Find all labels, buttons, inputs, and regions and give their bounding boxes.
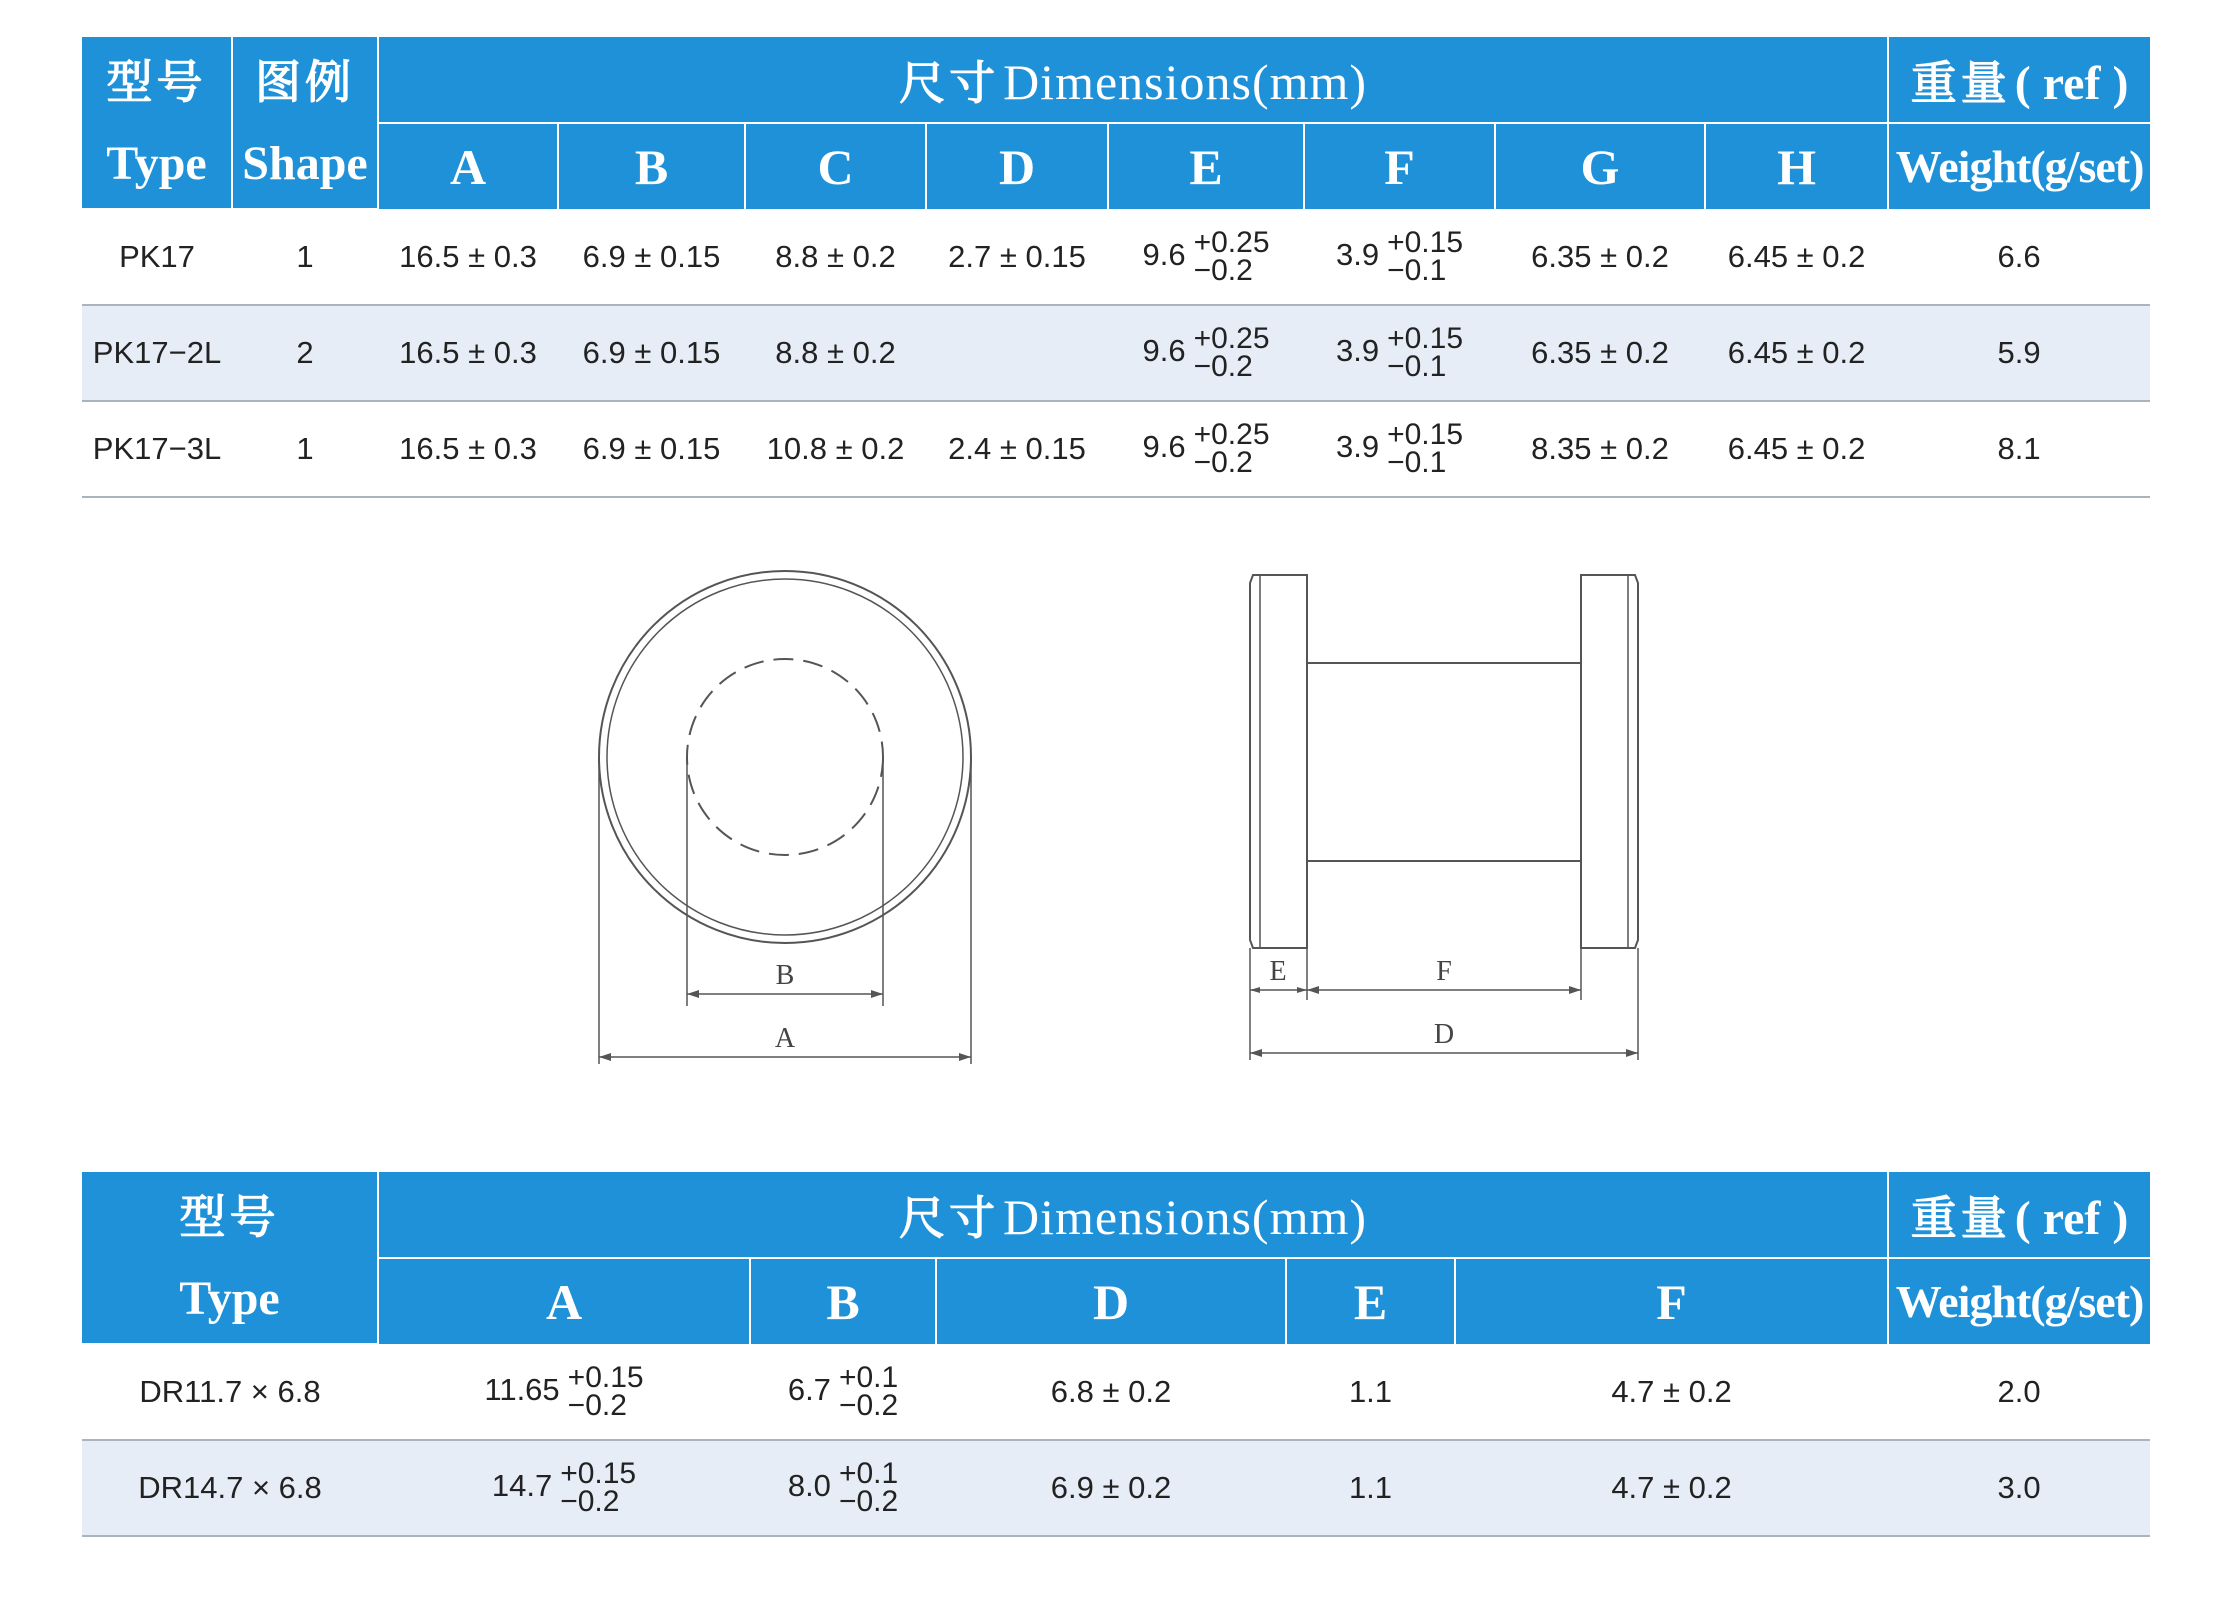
a-cell: 16.5 ± 0.3 [378,209,558,305]
weight-cell: 2.0 [1888,1344,2150,1440]
b-cell [750,1344,936,1440]
e-upper: +0.25 [1193,418,1270,451]
f-tolerance [1387,225,1464,287]
b-lower: −0.2 [838,1388,899,1422]
type-header [82,37,232,209]
b-nominal: 6.7 [787,1371,831,1407]
weight-header-ref: ( ref ) [2014,1191,2129,1245]
dimensions-header [378,1172,1888,1258]
a-lower: −0.2 [560,1485,620,1518]
f-cell [1304,401,1495,497]
a-cell: 16.5 ± 0.3 [378,401,558,497]
weight-header [1888,37,2150,123]
type-cell: DR11.7 × 6.8 [82,1344,378,1440]
col-e-header: E [1286,1258,1455,1344]
c-cell: 8.8 ± 0.2 [745,305,926,401]
shape-cell: 1 [232,209,378,305]
shape-header-cn: 图例 [255,54,355,109]
d-cell: 6.8 ± 0.2 [936,1344,1286,1440]
b-tolerance [838,1360,899,1422]
weight-header [1888,1172,2150,1258]
f-upper: +0.15 [1387,225,1464,259]
hole-dashed-circle [687,659,883,855]
arrowhead [599,1053,611,1061]
d-cell: 6.9 ± 0.2 [936,1440,1286,1536]
weight-header-cn: 重量 [1910,1190,2011,1245]
type-header-en: Type [179,1271,280,1325]
f-tolerance [1387,418,1464,479]
e-cell: 1.1 [1286,1344,1455,1440]
col-g-header: G [1495,123,1705,209]
left-flange [1250,575,1307,948]
arrowhead [1569,986,1581,994]
d-cell [926,305,1108,401]
type-cell: PK17−3L [82,401,232,497]
dim-label-b: B [775,960,795,991]
weight-cell: 3.0 [1888,1440,2150,1536]
dimensions-header [378,37,1888,123]
a-lower: −0.2 [567,1388,627,1422]
g-cell: 6.35 ± 0.2 [1495,209,1705,305]
shape-header-en: Shape [242,136,368,190]
d-cell: 2.7 ± 0.15 [926,209,1108,305]
h-cell: 6.45 ± 0.2 [1705,401,1888,497]
b-cell: 6.9 ± 0.15 [558,401,745,497]
arrowhead [871,990,883,998]
e-upper: +0.25 [1193,322,1270,355]
e-tolerance [1193,225,1270,287]
dim-label-f: F [1436,956,1452,987]
h-cell: 6.45 ± 0.2 [1705,305,1888,401]
e-cell [1108,209,1304,305]
dim-label-a: A [774,1023,796,1054]
e-lower: −0.2 [1193,253,1253,287]
arrowhead [1626,1049,1638,1057]
a-nominal: 11.65 [484,1371,560,1407]
f-nominal: 3.9 [1335,333,1380,369]
outer-circle [599,571,971,943]
c-cell: 10.8 ± 0.2 [745,401,926,497]
a-upper: +0.15 [567,1360,644,1394]
f-lower: −0.1 [1387,253,1447,287]
col-c-header: C [745,123,926,209]
shape-header [232,37,378,209]
e-upper: +0.25 [1193,225,1270,259]
col-f-header: F [1304,123,1495,209]
type-header-cn: 型号 [106,54,207,109]
arrowhead [687,990,699,998]
dim-label-e: E [1269,956,1287,987]
e-tolerance [1193,322,1270,383]
col-b-header: B [558,123,745,209]
technical-drawing [560,560,1700,1080]
arrowhead [1297,987,1307,993]
col-a-header: A [378,123,558,209]
f-cell: 4.7 ± 0.2 [1455,1440,1888,1536]
table-row [82,401,2150,497]
weight-cell: 5.9 [1888,305,2150,401]
e-nominal: 9.6 [1142,429,1186,465]
table-row [82,305,2150,401]
e-tolerance [1193,418,1270,479]
table-row [82,1344,2150,1440]
f-tolerance [1387,322,1464,383]
dimensions-header-cn: 尺寸 [899,1190,1000,1245]
col-d-header: D [926,123,1108,209]
col-e-header: E [1108,123,1304,209]
a-tolerance [560,1457,637,1518]
shape-cell: 2 [232,305,378,401]
f-lower: −0.1 [1387,350,1447,383]
f-cell [1304,305,1495,401]
a-upper: +0.15 [560,1457,637,1490]
e-lower: −0.2 [1193,446,1253,479]
pk-spec-table [82,37,2150,498]
col-h-header: H [1705,123,1888,209]
shape-cell: 1 [232,401,378,497]
table-row [82,209,2150,305]
col-f-header: F [1455,1258,1888,1344]
g-cell: 8.35 ± 0.2 [1495,401,1705,497]
b-cell [750,1440,936,1536]
dr-spec-table [82,1172,2150,1537]
e-cell [1108,305,1304,401]
dimensions-header-cn: 尺寸 [899,55,1000,110]
col-b-header: B [750,1258,936,1344]
dimensions-header-en: Dimensions(mm) [1003,53,1368,110]
weight-unit-header: Weight(g/set) [1888,123,2150,209]
b-cell: 6.9 ± 0.15 [558,209,745,305]
side-view [1250,575,1638,1060]
f-upper: +0.15 [1387,418,1464,451]
type-cell: DR14.7 × 6.8 [82,1440,378,1536]
e-cell: 1.1 [1286,1440,1455,1536]
b-nominal: 8.0 [787,1468,831,1504]
a-nominal: 14.7 [491,1468,553,1504]
a-tolerance [567,1360,644,1422]
b-upper: +0.1 [838,1360,899,1394]
e-cell [1108,401,1304,497]
b-tolerance [838,1457,899,1518]
dimensions-header-en: Dimensions(mm) [1003,1188,1368,1245]
b-upper: +0.1 [838,1457,899,1490]
a-cell [378,1440,750,1536]
f-nominal: 3.9 [1335,429,1380,465]
weight-header-cn: 重量 [1910,55,2011,110]
b-lower: −0.2 [838,1485,899,1518]
a-cell [378,1344,750,1440]
dim-label-d: D [1433,1019,1455,1050]
col-d-header: D [936,1258,1286,1344]
a-cell: 16.5 ± 0.3 [378,305,558,401]
type-cell: PK17−2L [82,305,232,401]
h-cell: 6.45 ± 0.2 [1705,209,1888,305]
f-cell [1304,209,1495,305]
f-lower: −0.1 [1387,446,1447,479]
d-cell: 2.4 ± 0.15 [926,401,1108,497]
c-cell: 8.8 ± 0.2 [745,209,926,305]
weight-cell: 8.1 [1888,401,2150,497]
outer-inner-circle [607,579,963,935]
e-nominal: 9.6 [1142,333,1186,369]
type-cell: PK17 [82,209,232,305]
e-nominal: 9.6 [1142,236,1186,272]
g-cell: 6.35 ± 0.2 [1495,305,1705,401]
type-header [82,1172,378,1344]
arrowhead [1250,1049,1262,1057]
weight-header-ref: ( ref ) [2014,56,2129,110]
type-header-en: Type [106,136,207,190]
arrowhead [1250,987,1260,993]
arrowhead [1307,986,1319,994]
arrowhead [959,1053,971,1061]
table-row [82,1440,2150,1536]
e-lower: −0.2 [1193,350,1253,383]
f-cell: 4.7 ± 0.2 [1455,1344,1888,1440]
weight-unit-header: Weight(g/set) [1888,1258,2150,1344]
b-cell: 6.9 ± 0.15 [558,305,745,401]
f-upper: +0.15 [1387,322,1464,355]
weight-cell: 6.6 [1888,209,2150,305]
f-nominal: 3.9 [1335,236,1380,272]
type-header-cn: 型号 [179,1189,280,1244]
col-a-header: A [378,1258,750,1344]
right-flange [1581,575,1638,948]
